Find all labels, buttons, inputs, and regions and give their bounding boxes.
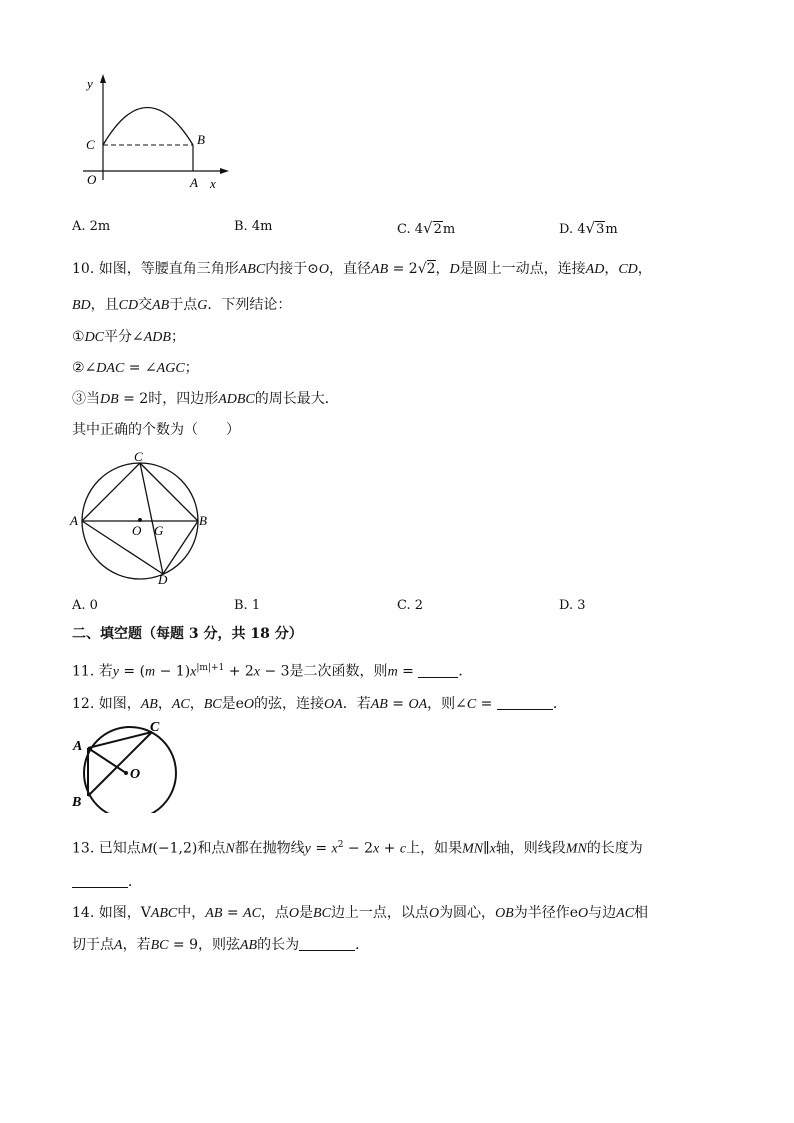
math: = [397,663,419,680]
answer-blank[interactable] [497,695,553,710]
math: x [373,841,380,857]
text: 的长度为 [586,840,643,857]
q12 [72,694,567,715]
math: y [112,664,119,680]
sqrt-sign: √ [423,219,433,237]
math: = 9 [168,937,198,953]
math: BC [203,697,222,712]
label-c: C [134,449,143,464]
math: A [114,938,123,953]
text: 14. 如图，V [72,905,151,921]
text: 10. 如图，等腰直角三角形 [72,261,239,277]
math: AC [243,906,261,921]
math: AB [205,906,223,921]
text: ， [189,696,204,712]
math: − 2 [343,840,374,857]
text: 平分 [104,329,133,345]
text: ③当 [72,391,100,407]
math: m [387,664,398,680]
math: (−1,2) [152,840,198,857]
option-d-unit: m [605,222,618,237]
text: ； [170,329,185,345]
q10-option-b: B. 1 [234,598,261,613]
label-a: A [73,739,83,754]
math: ∥ [483,840,490,857]
q14-line2 [72,935,369,956]
text: 都在抛物线 [234,840,305,857]
text: 为圆心， [439,905,496,921]
text: 轴，则线段 [495,840,566,857]
text: ， [157,696,172,712]
text: 中， [177,905,206,921]
q10-conclusion-3 [72,389,339,410]
label-a: A [70,513,78,528]
text: ， [637,261,652,277]
text: ． [128,874,142,890]
label-b: B [199,513,207,528]
math: O [318,262,330,277]
math: AB [152,298,170,313]
math: AC [171,697,190,712]
label-x: x [210,176,216,191]
text: = 2时，四边形 [118,391,219,407]
label-d: D [158,572,168,587]
math: = 2 [388,261,418,277]
option-c-unit: m [442,222,456,237]
math: C [466,697,477,712]
math: OA [324,697,343,712]
text: 于点 [169,297,198,313]
option-d-coef: D. 4 [559,222,586,237]
label-b: B [197,132,205,147]
q13-line1 [72,835,643,860]
math: ∠DAC [84,361,125,376]
label-o: O [130,767,141,782]
label-g: G [154,523,164,538]
text: 是e [221,696,244,712]
math: DB [100,392,119,407]
q13-line2 [72,872,142,892]
text: 是 [299,905,314,921]
text: 13. 已知点 [72,840,141,857]
q10-option-d: D. 3 [559,598,586,613]
math: BC [150,938,169,953]
segment-bd [163,521,198,574]
math: D [449,262,460,277]
math: x [489,841,496,857]
label-o: O [87,172,97,187]
math: DC [84,330,105,345]
text: ． [552,696,567,712]
text: ． [355,937,370,953]
text: ，直径 [329,261,372,277]
text: ．下列结论： [207,297,292,313]
x-axis-arrow [220,168,229,174]
option-c-coef: C. 4 [397,222,424,237]
text: ．若 [342,696,371,712]
text: ， [604,261,619,277]
math: O [428,906,440,921]
text: ． [458,663,473,680]
text: 的周长最大． [254,391,339,407]
q10-ask: 其中正确的个数为（ ） [72,422,240,438]
text: ① [72,329,85,345]
q10-line2 [72,295,291,316]
math: AC [616,906,635,921]
q9-option-b: B. 4m [234,219,273,234]
segment-oa [88,748,126,773]
math: ABC [150,906,178,921]
radicand: 3 [596,222,605,237]
q10-conclusion-1 [72,327,185,348]
math: BD [72,298,91,313]
math: ADBC [218,392,255,407]
q11 [72,658,472,683]
label-c: C [86,137,95,152]
q10-option-c: C. 2 [397,598,424,613]
label-a: A [190,175,198,190]
text: ， [435,261,450,277]
math: AB [240,938,258,953]
text: 切于点 [72,937,114,953]
math: MN [565,841,587,857]
math: x [190,664,197,680]
text: ，若 [122,937,151,953]
math: AB [370,697,388,712]
text: ，且 [90,297,119,313]
answer-blank[interactable] [72,873,128,888]
label-c: C [150,720,160,735]
text: ，则弦 [198,937,240,953]
exponent: 2 [337,840,344,850]
q10-option-a: A. 0 [72,598,98,613]
text: 的弦，连接 [254,696,325,712]
q14-line1 [72,903,648,924]
text: 为半径作e [513,905,579,921]
arc-curve [103,108,193,146]
math: ABC [238,262,266,277]
math: m [145,664,156,680]
text: 上，如果 [406,840,463,857]
q10-line1 [72,259,652,280]
math: AB [140,697,158,712]
section-fill-in-heading: 二、填空题（每题 3 分，共 18 分） [72,626,303,642]
segment-ad [82,521,163,574]
math: AD [585,262,605,277]
label-b: B [72,795,82,810]
math: G [197,298,208,313]
math: O [578,906,589,921]
text: ； [184,360,199,376]
math: + [379,840,400,857]
math: AB [371,262,389,277]
center-point [124,771,128,775]
math: c [399,841,407,857]
math: x [331,841,338,857]
exponent: |m|+1 [196,663,225,673]
text: ，则∠ [427,696,467,712]
math: = ( [118,663,146,680]
math: CD [118,298,139,313]
sqrt-sign: √ [417,261,427,277]
math: − 1) [155,663,191,680]
segment-cb [140,463,198,521]
math: ∠AGC [144,361,185,376]
text: 相 [634,905,649,921]
math: O [288,906,300,921]
text: 内接于⊙ [265,261,319,277]
math: O [243,697,255,712]
radicand: 2 [426,261,436,277]
q9-option-a: A. 2m [72,219,111,234]
math: ∠ADB [132,330,171,345]
answer-blank[interactable] [299,936,355,951]
math: OB [495,906,514,921]
radicand: 2 [433,222,442,237]
figure-q10-circle [68,447,218,587]
y-axis-arrow [100,74,106,83]
figure-q9-arc-graph [75,70,235,195]
math: N [225,841,235,857]
text: 与边 [588,905,617,921]
text: 和点 [197,840,226,857]
q9-option-d [559,219,618,237]
label-y: y [87,76,93,91]
math: OA [408,697,428,712]
math: = [222,905,244,921]
text: 交 [138,297,153,313]
text: ，点 [260,905,289,921]
math: M [140,841,153,857]
math: CD [618,262,638,277]
text: 12. 如图， [72,696,141,712]
center-point [138,518,142,522]
text: − 3是二次函数，则 [260,663,388,680]
math: BC [313,906,331,921]
figure-q12-circle [68,718,183,813]
math: = [476,696,497,712]
sqrt-sign: √ [585,219,596,237]
text: 边上一点，以点 [330,905,429,921]
text: ② [72,360,85,376]
label-o: O [132,523,142,538]
answer-blank[interactable] [418,663,458,678]
math: = [387,696,409,712]
segment-ac [82,463,140,521]
math: x [253,664,261,680]
math: = [310,840,332,857]
q10-conclusion-2 [72,358,199,379]
text: 11. 若 [72,663,113,680]
math: y [304,841,311,857]
text: = [124,360,145,376]
segment-cd [140,463,163,574]
text: 的长为 [257,937,300,953]
q9-option-c [397,219,455,237]
math: + 2 [224,663,254,680]
math: MN [462,841,484,857]
text: 是圆上一动点，连接 [459,261,586,277]
